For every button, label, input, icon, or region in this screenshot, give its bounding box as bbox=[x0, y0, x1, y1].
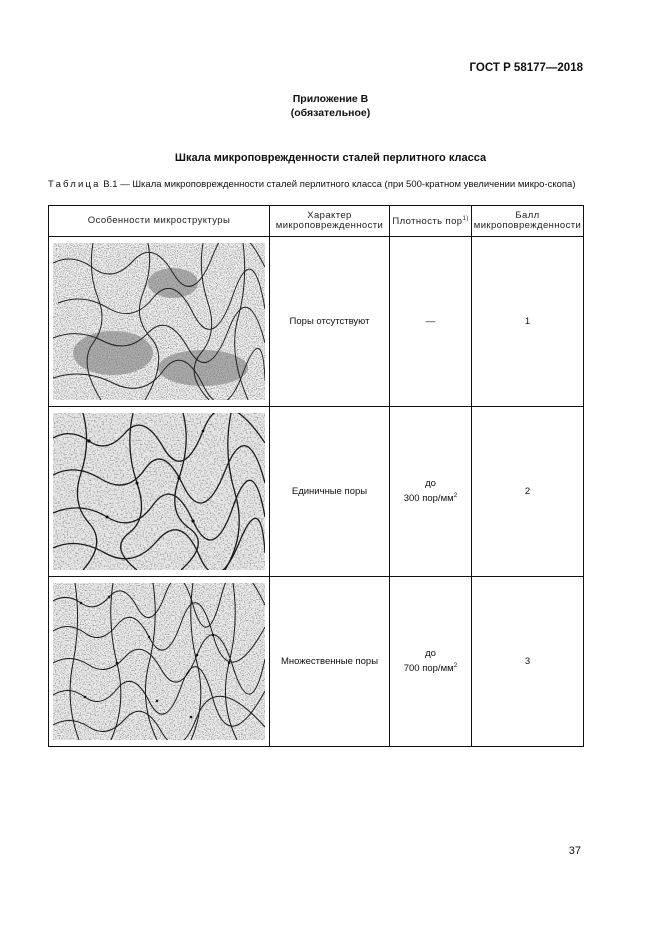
density-line2 bbox=[390, 490, 471, 505]
density-value: 700 пор/мм bbox=[403, 663, 454, 675]
character-cell: Поры отсутствуют bbox=[270, 237, 390, 407]
micrograph-image-2 bbox=[53, 413, 265, 570]
density-cell bbox=[390, 577, 472, 747]
table-caption-label: Таблица bbox=[48, 179, 101, 190]
header-density-footnote: 1) bbox=[462, 216, 469, 223]
density-line1: — bbox=[425, 315, 436, 327]
header-features: Особенности микроструктуры bbox=[49, 206, 270, 237]
table-header-row bbox=[49, 206, 584, 237]
header-character: Характер микроповрежденности bbox=[270, 206, 390, 237]
density-line2 bbox=[390, 660, 471, 675]
density-line1: до bbox=[425, 477, 436, 489]
appendix-title: Приложение В bbox=[292, 93, 369, 105]
table-row bbox=[49, 237, 584, 407]
header-grade: Балл микроповрежденности bbox=[472, 206, 584, 237]
table-caption-number: В.1 bbox=[103, 179, 118, 190]
header-density-label: Плотность пор bbox=[392, 216, 463, 228]
density-value: 300 пор/мм bbox=[403, 493, 454, 505]
density-cell bbox=[390, 407, 472, 577]
micrograph-cell bbox=[49, 577, 270, 747]
appendix-heading bbox=[0, 92, 661, 120]
table-caption bbox=[48, 179, 583, 191]
character-cell: Множественные поры bbox=[270, 577, 390, 747]
table-row bbox=[49, 407, 584, 577]
header-density bbox=[390, 206, 472, 237]
micrograph-image-3 bbox=[53, 583, 265, 740]
micrograph-cell bbox=[49, 237, 270, 407]
grade-cell: 2 bbox=[472, 407, 584, 577]
microdamage-table bbox=[48, 205, 584, 747]
grade-cell: 3 bbox=[472, 577, 584, 747]
table-row bbox=[49, 577, 584, 747]
density-sup: 2 bbox=[453, 491, 458, 499]
character-cell: Единичные поры bbox=[270, 407, 390, 577]
section-title: Шкала микроповрежденности сталей перлитного класса bbox=[174, 152, 487, 164]
micrograph-cell bbox=[49, 407, 270, 577]
density-cell bbox=[390, 237, 472, 407]
page-number: 37 bbox=[568, 845, 581, 857]
density-sup: 2 bbox=[453, 661, 458, 669]
grade-cell: 1 bbox=[472, 237, 584, 407]
density-line1: до bbox=[425, 647, 436, 659]
document-code: ГОСТ Р 58177—2018 bbox=[469, 62, 583, 74]
table-caption-text: — Шкала микроповрежденности сталей перлитного класса (при 500-кратном увеличении микро-скопа) bbox=[120, 179, 576, 190]
micrograph-image-1 bbox=[53, 243, 265, 400]
appendix-note: (обязательное) bbox=[290, 107, 371, 119]
